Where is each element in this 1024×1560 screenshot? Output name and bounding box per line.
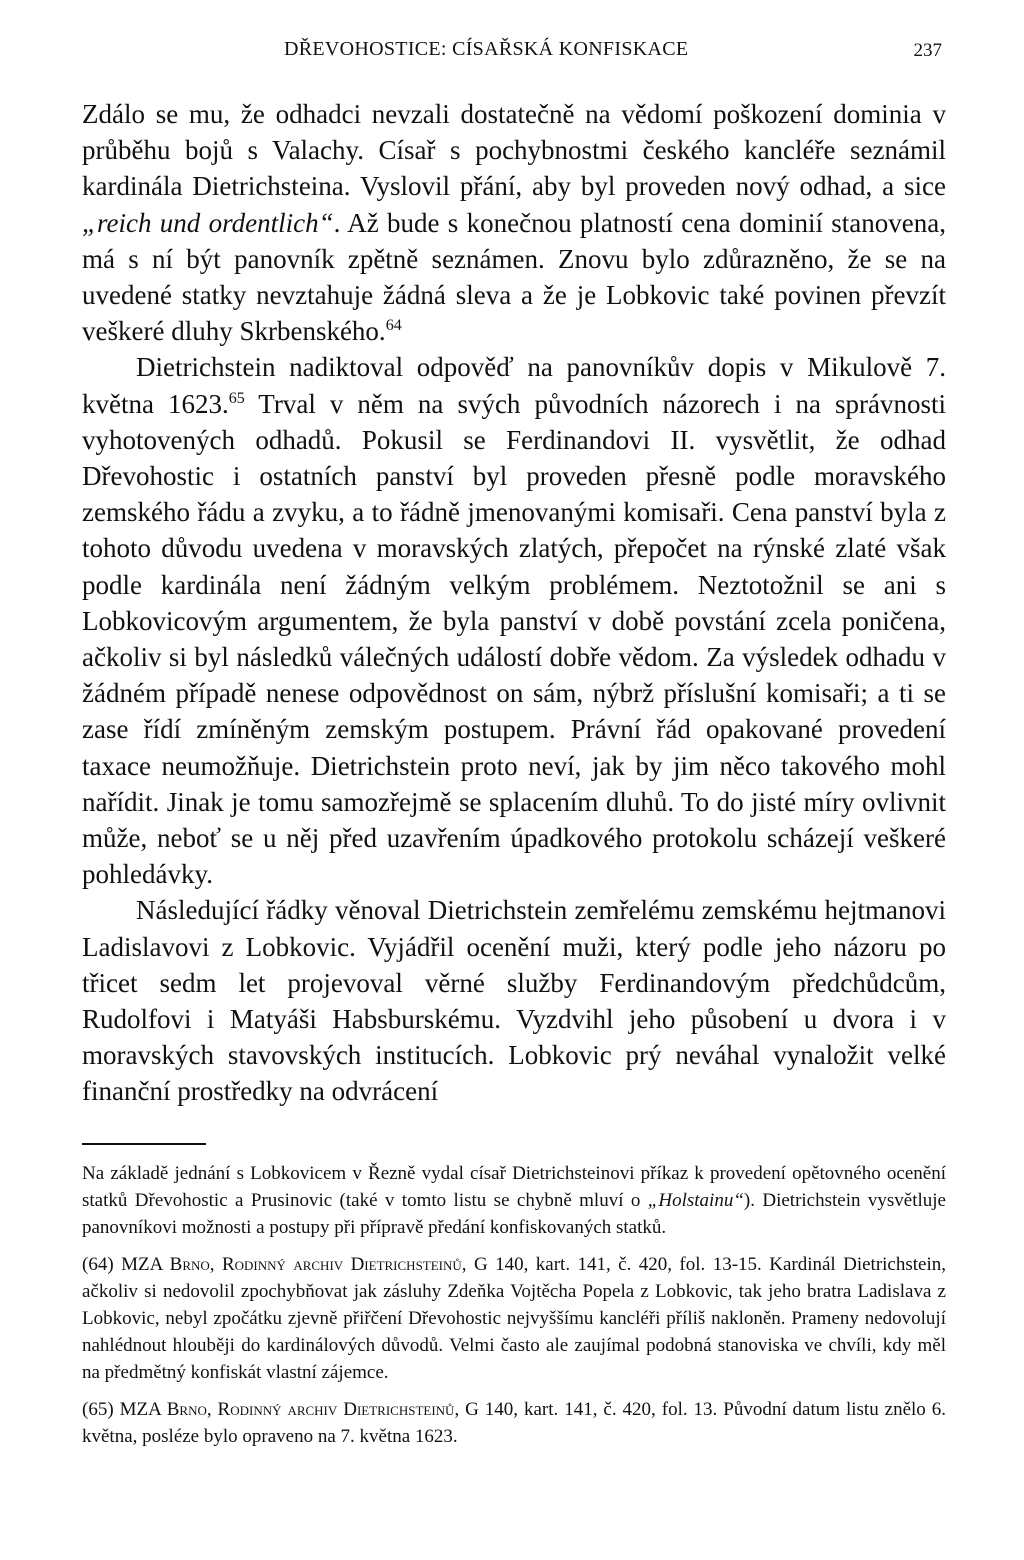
page-number: 237 — [913, 40, 942, 61]
footnote-separator — [82, 1143, 206, 1145]
footnote-65 — [82, 1396, 946, 1450]
footnote-ref-64: 64 — [385, 317, 402, 335]
footnote-64-number: (64) — [82, 1253, 114, 1275]
running-title: DŘEVOHOSTICE: CÍSAŘSKÁ KONFISKACE — [284, 38, 689, 60]
paragraph-1 — [82, 96, 946, 349]
footnote-64-source-a: MZA — [121, 1253, 170, 1275]
footnote-continued-text-a: Na základě jednání s Lobkovicem v Řezně vydal císař Dietrichsteinovi příkaz k provedení opětovného ocenění statků Dřevohostic a Prusinovic (také v tomto listu se chybně mluví o — [82, 1163, 946, 1212]
paragraph-2 — [82, 349, 946, 892]
paragraph-2-text-b: Trval v něm na svých původních názorech i na správnosti vyhotovených odhadů. Pokusil se Ferdinandovi II. vysvětlit, že odhad Dřevohostic i ostatních panství byl proveden přesně podle moravského zemského řádu a zvyku, a to řádně jmenovanými komisaři. Cena panství byla z tohoto důvodu uvedena v moravských zlatých, přepočet na rýnské zlaté však podle kardinála není žádným velkým problémem. Neztotožnil se ani s Lobkovicovým argumentem, že byla panství v době povstání zcela poničena, ačkoliv si byl následků válečných událostí dobře vědom. Za výsledek odhadu v žádném případě nenese odpovědnost on sám, nýbrž příslušní komisaři; a ti se zase řídí zmíněným zemským postupem. Právní řád opakované provedení taxace neumožňuje. Dietrichstein proto neví, jak by jim něco takového mohl nařídit. Jinak je tomu samozřejmě se splacením dluhů. To do jisté míry ovlivnit může, neboť se u něj před uzavřením úpadkového protokolu scházejí veškeré pohledávky. — [82, 388, 946, 890]
footnotes — [82, 1160, 946, 1450]
footnote-65-source-a: MZA — [119, 1398, 167, 1420]
footnote-continued — [82, 1160, 946, 1242]
footnote-continued-text-b: ). Dietrichstein vysvětluje panovníkovi možnosti a postupy při přípravě předání konfiskovaných statků. — [82, 1190, 946, 1239]
footnote-64-text: Kardinál Dietrichstein, ačkoliv si nedovolil zpochybňovat jak zásluhy Zdeňka Vojtěcha Popela z Lobkovic, tak jeho bratra Ladislava z Lobkovic, nebyl zpočátku zjevně přiřčení Dřevohostic nejvyššímu kancléři příliš nakloněn. Prameny nedovolují nahlédnout hlouběji do kardinálových důvodů. Velmi často ale zaujímal podobná stanoviska ve chvíli, kdy měl na předmětný konfiskát vlastní zájemce. — [82, 1253, 946, 1384]
footnote-ref-65: 65 — [228, 389, 245, 407]
footnote-65-number: (65) — [82, 1398, 114, 1420]
footnote-64-archive: Brno, Rodinný archiv Dietrichsteinů — [169, 1253, 462, 1275]
paragraph-1-text-a: Zdálo se mu, že odhadci nevzali dostatečně na vědomí poškození dominia v průběhu bojů s Valachy. Císař s pochybnostmi českého kancléře seznámil kardinála Dietrichsteina. Vyslovil přání, aby byl proveden nový odhad, a sice — [82, 99, 946, 202]
main-text — [82, 96, 946, 1110]
footnote-64 — [82, 1251, 946, 1387]
footnote-65-archive: Brno, Rodinný archiv Dietrichsteinů — [166, 1398, 455, 1420]
paragraph-2-text-a: Dietrichstein nadiktoval odpověď na panovníkův dopis v Mikulově 7. května 1623. — [82, 352, 946, 419]
footnote-64-source-b: , G 140, kart. 141, č. 420, fol. 13-15. — [461, 1253, 762, 1275]
footnote-65-text: Původní datum listu znělo 6. května, posléze bylo opraveno na 7. května 1623. — [82, 1398, 947, 1447]
footnote-continued-quote: „Holstainu“ — [647, 1190, 744, 1212]
footnote-65-source-b: , G 140, kart. 141, č. 420, fol. 13. — [454, 1398, 718, 1420]
paragraph-3: Následující řádky věnoval Dietrichstein zemřelému zemskému hejtmanovi Ladislavovi z Lobkovic. Vyjádřil ocenění muži, který podle jeho názoru po třicet sedm let projevoval věrné služby Ferdinandovým předchůdcům, Rudolfovi i Matyáši Habsburskému. Vyzdvihl jeho působení u dvora i v moravských stavovských institucích. Lobkovic prý neváhal vynaložit velké finanční prostředky na odvrácení — [82, 895, 946, 1107]
running-header — [0, 38, 1024, 68]
paragraph-1-text-b: . Až bude s konečnou platností cena dominií stanovena, má s ní být panovník zpětně seznámen. Znovu bylo zdůrazněno, že se na uvedené statky nevztahuje žádná sleva a že je Lobkovic také povinen převzít veškeré dluhy Skrbenského. — [82, 207, 947, 347]
paragraph-1-quote: „reich und ordentlich“ — [82, 207, 334, 238]
